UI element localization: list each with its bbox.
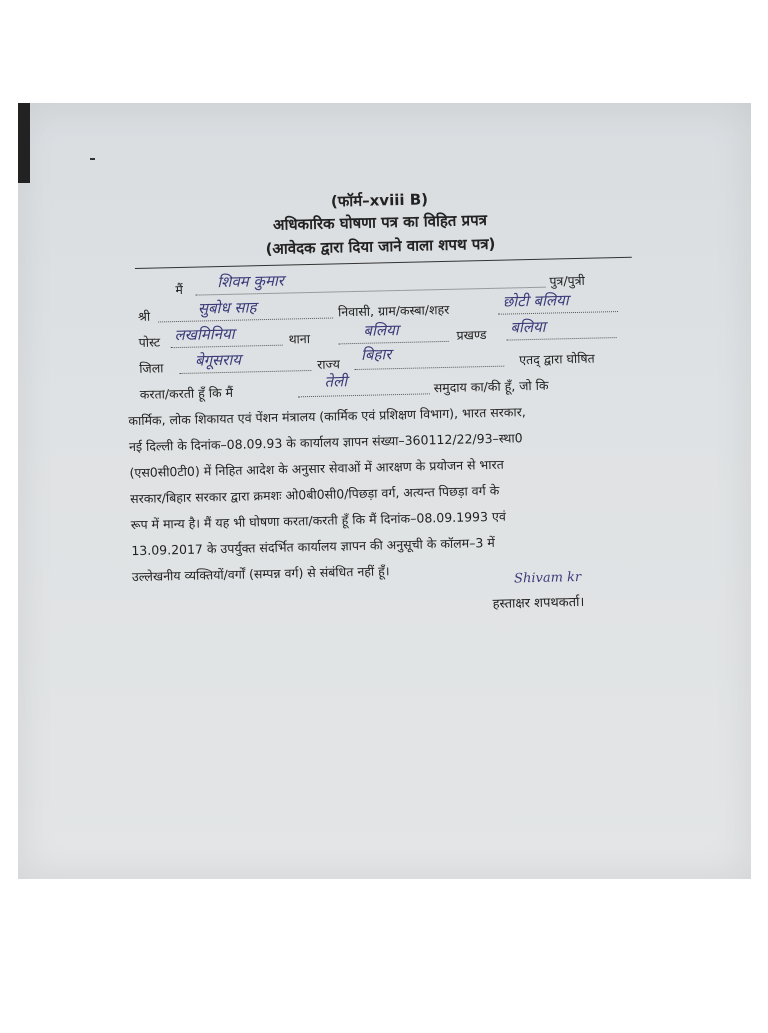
form-number: (फॉर्म–xviii B)	[330, 190, 429, 211]
state-name: बिहार	[360, 345, 392, 364]
post-label: पोस्ट	[138, 334, 161, 350]
thana-dotted-line	[339, 341, 449, 344]
body-line: उल्लेखनीय व्यक्तियों/वर्गों (सम्पन्न वर्ग) से संबंधित नहीं हूँ।	[131, 563, 390, 585]
signature-label: हस्ताक्षर शपथकर्ता।	[492, 594, 585, 612]
form-subtitle: (आवेदक द्वारा दिया जाने वाला शपथ पत्र)	[265, 234, 496, 259]
village-dotted-line	[498, 311, 618, 315]
block-name: बलिया	[510, 317, 546, 337]
district-name: बेगूसराय	[194, 350, 242, 370]
community-name: तेली	[324, 372, 348, 391]
community-dotted-line	[298, 393, 430, 397]
state-label: राज्य	[317, 356, 341, 372]
body-line: कार्मिक, लोक शिकायत एवं पेंशन मंत्रालय (कार्मिक एवं प्रशिक्षण विभाग), भारत सरकार,	[128, 404, 526, 429]
shri-label: श्री	[137, 308, 151, 324]
post-name: लखमिनिया	[174, 324, 235, 345]
body-line: रूप में मान्य है। मैं यह भी घोषणा करता/करती हूँ कि मैं दिनांक–08.09.1993 एवं	[130, 508, 506, 533]
body-line: सरकार/बिहार सरकार द्वारा क्रमशः ओ0बी0सी0/पिछड़ा वर्ग, अत्यन्त पिछड़ा वर्ग के	[129, 482, 500, 507]
body-line: (एस0सी0टी0) में निहित आदेश के अनुसार सेवाओं में आरक्षण के प्रयोजन से भारत	[129, 456, 504, 481]
thana-label: थाना	[288, 331, 311, 347]
body-line: नई दिल्ली के दिनांक–08.09.93 के कार्यालय ज्ञापन संख्या–360112/22/93–स्था0	[128, 430, 523, 455]
line5-end: समुदाय का/की हूँ, जो कि	[433, 377, 549, 396]
state-dotted-line	[354, 366, 504, 370]
father-name: सुबोध साह	[197, 298, 257, 318]
handwritten-signature: Shivam kr	[513, 569, 582, 587]
father-dotted-line	[158, 317, 333, 322]
residence-label: निवासी, ग्राम/कस्बा/शहर	[337, 301, 450, 320]
body-line: 13.09.2017 के उपर्युक्त संदर्भित कार्यालय ज्ञापन की अनुसूची के कॉलम–3 में	[131, 534, 495, 559]
district-label: जिला	[139, 360, 164, 376]
thana-name: बलिया	[363, 321, 399, 340]
declare-label: एतद् द्वारा घोषित	[518, 350, 595, 368]
son-daughter-label: पुत्र/पुत्री	[549, 272, 585, 289]
line5-start: करता/करती हूँ कि मैं	[139, 384, 234, 402]
village-name: छोटी बलिया	[502, 291, 569, 311]
main-label: मैं	[175, 281, 184, 298]
tick-mark	[90, 158, 95, 160]
applicant-name: शिवम कुमार	[217, 271, 285, 292]
block-dotted-line	[507, 337, 617, 340]
form-title: अधिकारिक घोषणा पत्र का विहित प्रपत्र	[272, 210, 488, 234]
district-dotted-line	[179, 370, 311, 374]
block-label: प्रखण्ड	[456, 327, 487, 343]
post-dotted-line	[171, 345, 283, 349]
